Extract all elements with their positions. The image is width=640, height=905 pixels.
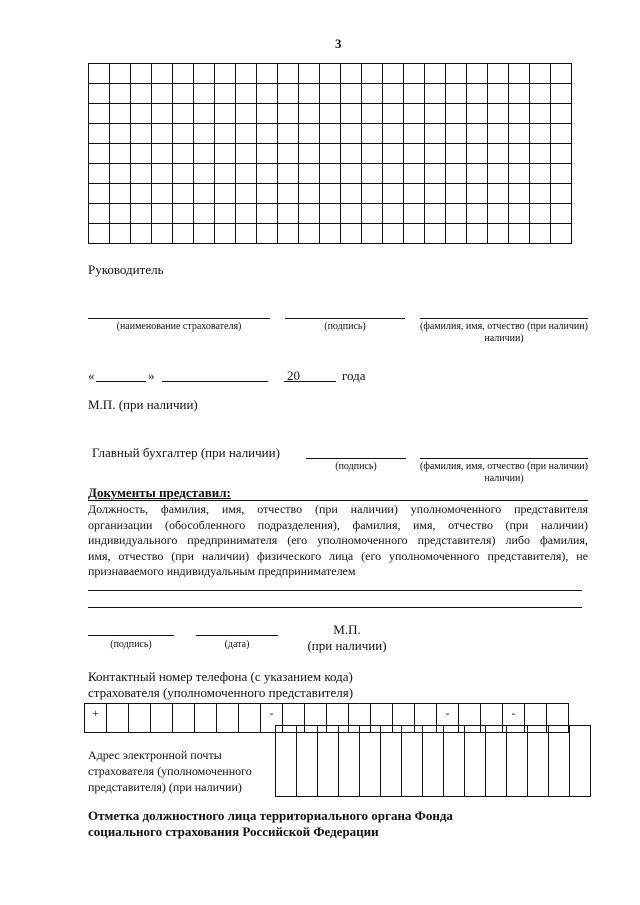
grid-cell[interactable] (278, 144, 299, 164)
caption-manager-fio: (фамилия, имя, отчество (при наличии) (420, 321, 588, 332)
date-day-line[interactable] (96, 381, 146, 382)
grid-cell[interactable] (236, 104, 257, 124)
grid-cell[interactable] (467, 104, 488, 124)
grid-cell[interactable] (509, 144, 530, 164)
grid-cell[interactable] (257, 104, 278, 124)
grid-cell[interactable] (194, 104, 215, 124)
caption-insurer-name: (наименование страхователя) (116, 321, 242, 332)
grid-cell[interactable] (215, 64, 236, 84)
grid-cell[interactable] (236, 144, 257, 164)
grid-cell[interactable] (488, 204, 509, 224)
date-close-quote: » (148, 368, 155, 383)
manager-label: Руководитель (88, 262, 164, 277)
grid-cell[interactable] (551, 64, 572, 84)
grid-cell[interactable] (110, 184, 131, 204)
grid-cell[interactable] (404, 204, 425, 224)
grid-cell[interactable] (173, 224, 194, 244)
grid-cell[interactable] (530, 84, 551, 104)
grid-row (89, 204, 572, 224)
grid-cell[interactable] (488, 144, 509, 164)
grid-row (89, 184, 572, 204)
caption-manager-fio-cont: наличии) (484, 333, 524, 344)
grid-cell[interactable] (299, 104, 320, 124)
grid-cell[interactable] (152, 184, 173, 204)
accountant-signature-line[interactable] (306, 458, 406, 459)
grid-cell[interactable] (341, 84, 362, 104)
phone-label-line1: Контактный номер телефона (с указанием кода) (88, 669, 353, 684)
grid-cell[interactable] (446, 224, 467, 244)
phone-cell[interactable] (107, 704, 129, 733)
grid-cell[interactable] (131, 184, 152, 204)
grid-cell[interactable] (89, 204, 110, 224)
documents-date-line[interactable] (196, 635, 278, 636)
email-cell[interactable] (549, 726, 570, 797)
stamp-label: М.П. (при наличии) (88, 397, 198, 412)
grid-cell[interactable] (215, 104, 236, 124)
grid-cell[interactable] (530, 164, 551, 184)
grid-cell[interactable] (530, 144, 551, 164)
grid-cell[interactable] (530, 104, 551, 124)
grid-cell[interactable] (425, 64, 446, 84)
grid-cell[interactable] (257, 164, 278, 184)
grid-row (89, 124, 572, 144)
grid-cell[interactable] (257, 224, 278, 244)
grid-cell[interactable] (320, 164, 341, 184)
grid-cell[interactable] (110, 204, 131, 224)
grid-cell[interactable] (152, 164, 173, 184)
grid-cell[interactable] (404, 84, 425, 104)
grid-cell[interactable] (131, 104, 152, 124)
grid-cell[interactable] (215, 84, 236, 104)
date-year-word: года (342, 368, 366, 383)
grid-cell[interactable] (425, 104, 446, 124)
email-cell[interactable] (360, 726, 381, 797)
grid-cell[interactable] (425, 124, 446, 144)
page-number: 3 (335, 36, 342, 51)
phone-cell[interactable] (173, 704, 195, 733)
grid-cell[interactable] (425, 204, 446, 224)
grid-cell[interactable] (236, 164, 257, 184)
grid-cell[interactable] (404, 144, 425, 164)
email-cell[interactable] (276, 726, 297, 797)
date-open-quote: « (88, 368, 95, 383)
grid-cell[interactable] (257, 64, 278, 84)
email-cell[interactable] (465, 726, 486, 797)
grid-cell[interactable] (446, 124, 467, 144)
grid-row (89, 224, 572, 244)
accountant-fio-line[interactable] (420, 458, 588, 459)
grid-cell[interactable] (131, 164, 152, 184)
grid-cell[interactable] (194, 124, 215, 144)
grid-cell[interactable] (341, 224, 362, 244)
grid-cell[interactable] (110, 224, 131, 244)
grid-cell[interactable] (278, 224, 299, 244)
grid-cell[interactable] (425, 164, 446, 184)
documents-description (88, 502, 588, 580)
grid-cell[interactable] (467, 184, 488, 204)
grid-cell[interactable] (110, 164, 131, 184)
grid-cell[interactable] (236, 224, 257, 244)
documents-stamp: М.П. (333, 622, 361, 637)
grid-cell[interactable] (236, 124, 257, 144)
grid-cell[interactable] (173, 104, 194, 124)
fss-note-line2: социального страхования Российской Федерации (88, 824, 379, 839)
grid-cell[interactable] (278, 104, 299, 124)
fss-note-line1: Отметка должностного лица территориального органа Фонда (88, 808, 453, 823)
grid-cell[interactable] (320, 104, 341, 124)
phone-cell[interactable] (239, 704, 261, 733)
documents-heading: Документы представил: (88, 485, 231, 500)
grid-cell[interactable] (152, 84, 173, 104)
grid-cell[interactable] (425, 144, 446, 164)
email-label (88, 747, 252, 795)
grid-cell[interactable] (341, 64, 362, 84)
grid-row (89, 84, 572, 104)
grid-cell[interactable] (488, 104, 509, 124)
grid-cell[interactable] (362, 224, 383, 244)
grid-cell[interactable] (383, 84, 404, 104)
grid-cell[interactable] (383, 224, 404, 244)
phone-cell[interactable] (151, 704, 173, 733)
representative-line-2[interactable] (88, 607, 582, 608)
grid-cell[interactable] (341, 184, 362, 204)
representative-line-1[interactable] (88, 590, 582, 591)
grid-cell[interactable] (110, 104, 131, 124)
grid-cell[interactable] (446, 184, 467, 204)
grid-cell[interactable] (467, 224, 488, 244)
caption-manager-signature: (подпись) (324, 321, 366, 332)
grid-cell[interactable] (194, 64, 215, 84)
grid-cell[interactable] (362, 184, 383, 204)
grid-cell[interactable] (152, 64, 173, 84)
email-row (276, 726, 591, 797)
grid-cell[interactable] (152, 124, 173, 144)
grid-cell[interactable] (215, 224, 236, 244)
grid-cell[interactable] (488, 164, 509, 184)
grid-cell[interactable] (446, 104, 467, 124)
phone-cell[interactable] (217, 704, 239, 733)
grid-cell[interactable] (509, 204, 530, 224)
grid-cell[interactable] (362, 104, 383, 124)
grid-cell[interactable] (152, 224, 173, 244)
documents-description-line: Должность, фамилия, имя, отчество (при наличии) уполномоченного представителя (88, 502, 588, 516)
grid-cell[interactable] (509, 124, 530, 144)
email-cell[interactable] (423, 726, 444, 797)
grid-cell[interactable] (299, 164, 320, 184)
grid-row (89, 64, 572, 84)
grid-cell[interactable] (194, 224, 215, 244)
grid-cell[interactable] (215, 144, 236, 164)
grid-cell[interactable] (509, 164, 530, 184)
grid-cell[interactable] (278, 124, 299, 144)
grid-cell[interactable] (131, 124, 152, 144)
grid-cell[interactable] (299, 64, 320, 84)
grid-cell[interactable] (152, 204, 173, 224)
grid-cell[interactable] (425, 84, 446, 104)
grid-cell[interactable] (383, 104, 404, 124)
grid-cell[interactable] (194, 184, 215, 204)
email-cell[interactable] (444, 726, 465, 797)
grid-cell[interactable] (152, 144, 173, 164)
grid-cell[interactable] (467, 124, 488, 144)
grid-cell[interactable] (89, 104, 110, 124)
grid-cell[interactable] (383, 124, 404, 144)
grid-cell[interactable] (404, 184, 425, 204)
grid-row (89, 164, 572, 184)
grid-cell[interactable] (194, 164, 215, 184)
email-cell[interactable] (507, 726, 528, 797)
grid-cell[interactable] (467, 144, 488, 164)
grid-cell[interactable] (278, 184, 299, 204)
grid-cell[interactable] (446, 84, 467, 104)
grid-cell[interactable] (446, 204, 467, 224)
grid-cell[interactable] (89, 224, 110, 244)
grid-cell[interactable] (362, 204, 383, 224)
grid-cell[interactable] (467, 84, 488, 104)
documents-description-line: индивидуального предпринимателя (его уполномоченного представителя) либо фамилия, (88, 533, 588, 547)
grid-cell[interactable] (404, 224, 425, 244)
grid-cell[interactable] (278, 164, 299, 184)
email-cell[interactable] (339, 726, 360, 797)
grid-cell[interactable] (530, 204, 551, 224)
date-month-line[interactable] (162, 381, 268, 382)
grid-cell[interactable] (530, 184, 551, 204)
email-cell[interactable] (402, 726, 423, 797)
grid-cell[interactable] (404, 124, 425, 144)
grid-cell[interactable] (404, 104, 425, 124)
grid-cell[interactable] (236, 204, 257, 224)
grid-cell[interactable] (320, 84, 341, 104)
grid-cell[interactable] (257, 84, 278, 104)
grid-cell[interactable] (383, 184, 404, 204)
grid-cell[interactable] (89, 184, 110, 204)
grid-cell[interactable] (131, 84, 152, 104)
grid-cell[interactable] (278, 64, 299, 84)
grid-cell[interactable] (404, 64, 425, 84)
grid-cell[interactable] (320, 124, 341, 144)
grid-cell[interactable] (467, 164, 488, 184)
grid-cell[interactable] (110, 64, 131, 84)
date-year-line[interactable] (284, 381, 336, 382)
phone-cell[interactable] (129, 704, 151, 733)
date-century: 20 (287, 368, 300, 383)
documents-description-line: имя, отчество (при наличии) физического лица (его уполномоченного представителя), не (88, 548, 588, 563)
grid-cell[interactable] (488, 84, 509, 104)
grid-cell[interactable] (320, 204, 341, 224)
grid-cell[interactable] (194, 84, 215, 104)
grid-cell[interactable] (551, 144, 572, 164)
data-grid[interactable] (88, 63, 572, 244)
email-label-line: страхователя (уполномоченного (88, 764, 252, 778)
documents-description-line: организации (обособленного подразделения), фамилия, имя, отчество (при наличии) (88, 517, 588, 532)
phone-cell-text: - (511, 706, 516, 720)
email-cell[interactable] (486, 726, 507, 797)
grid-row (89, 144, 572, 164)
grid-cell[interactable] (89, 84, 110, 104)
grid-cell[interactable] (152, 104, 173, 124)
grid-cell[interactable] (89, 124, 110, 144)
grid-cell[interactable] (383, 144, 404, 164)
phone-cell-text: - (269, 706, 274, 720)
grid-cell[interactable] (446, 144, 467, 164)
grid-cell[interactable] (257, 204, 278, 224)
email-label-line: представителя) (при наличии) (88, 780, 242, 794)
grid-cell[interactable] (362, 144, 383, 164)
grid-cell[interactable] (320, 64, 341, 84)
grid-cell[interactable] (488, 184, 509, 204)
grid-cell[interactable] (110, 144, 131, 164)
email-cell[interactable] (318, 726, 339, 797)
manager-fio-line[interactable] (420, 318, 588, 319)
grid-cell[interactable] (257, 184, 278, 204)
grid-cell[interactable] (509, 64, 530, 84)
caption-accountant-fio-cont: наличии) (484, 473, 524, 484)
grid-cell[interactable] (110, 124, 131, 144)
grid-cell[interactable] (236, 64, 257, 84)
grid-cell[interactable] (131, 64, 152, 84)
grid-cell[interactable] (110, 84, 131, 104)
email-cell[interactable] (381, 726, 402, 797)
grid-cell[interactable] (257, 124, 278, 144)
grid-cell[interactable] (530, 224, 551, 244)
grid-cell[interactable] (299, 184, 320, 204)
grid-cell[interactable] (299, 124, 320, 144)
grid-cell[interactable] (278, 204, 299, 224)
grid-cell[interactable] (194, 144, 215, 164)
grid-cell[interactable] (173, 184, 194, 204)
grid-cell[interactable] (341, 204, 362, 224)
documents-stamp-caption: (при наличии) (307, 638, 387, 653)
grid-cell[interactable] (173, 164, 194, 184)
grid-cell[interactable] (299, 84, 320, 104)
email-cell[interactable] (570, 726, 591, 797)
grid-cell[interactable] (551, 124, 572, 144)
email-cell[interactable] (297, 726, 318, 797)
email-cell[interactable] (528, 726, 549, 797)
grid-cell[interactable] (509, 184, 530, 204)
grid-cell[interactable] (257, 144, 278, 164)
grid-cell[interactable] (320, 184, 341, 204)
phone-cell[interactable] (85, 704, 107, 733)
grid-cell[interactable] (509, 84, 530, 104)
grid-cell[interactable] (551, 84, 572, 104)
grid-cell[interactable] (299, 204, 320, 224)
grid-cell[interactable] (236, 184, 257, 204)
grid-cell[interactable] (89, 144, 110, 164)
email-grid[interactable] (275, 725, 591, 797)
grid-cell[interactable] (383, 204, 404, 224)
grid-cell[interactable] (215, 204, 236, 224)
grid-cell[interactable] (446, 64, 467, 84)
grid-cell[interactable] (236, 84, 257, 104)
grid-cell[interactable] (362, 84, 383, 104)
phone-cell[interactable] (195, 704, 217, 733)
grid-cell[interactable] (173, 144, 194, 164)
grid-cell[interactable] (194, 204, 215, 224)
documents-description-line: признаваемого индивидуальным предпринимателем (88, 564, 356, 578)
documents-heading-rule (88, 500, 588, 501)
manager-signature-line[interactable] (285, 318, 405, 319)
grid-cell[interactable] (488, 224, 509, 244)
grid-cell[interactable] (551, 204, 572, 224)
grid-cell[interactable] (446, 164, 467, 184)
grid-cell[interactable] (173, 204, 194, 224)
grid-cell[interactable] (362, 124, 383, 144)
grid-cell[interactable] (131, 204, 152, 224)
grid-cell[interactable] (551, 164, 572, 184)
grid-cell[interactable] (551, 184, 572, 204)
grid-cell[interactable] (530, 124, 551, 144)
grid-cell[interactable] (215, 164, 236, 184)
email-label-line: Адрес электронной почты (88, 748, 222, 762)
grid-cell[interactable] (89, 164, 110, 184)
grid-cell[interactable] (404, 164, 425, 184)
grid-cell[interactable] (341, 104, 362, 124)
caption-documents-date: (дата) (224, 639, 250, 650)
grid-cell[interactable] (173, 84, 194, 104)
grid-cell[interactable] (383, 64, 404, 84)
grid-cell[interactable] (530, 64, 551, 84)
phone-cell-text: + (92, 706, 99, 720)
grid-cell[interactable] (173, 124, 194, 144)
grid-cell[interactable] (488, 124, 509, 144)
grid-cell[interactable] (467, 204, 488, 224)
grid-cell[interactable] (173, 64, 194, 84)
grid-cell[interactable] (278, 84, 299, 104)
grid-cell[interactable] (131, 144, 152, 164)
grid-cell[interactable] (488, 64, 509, 84)
grid-cell[interactable] (509, 224, 530, 244)
grid-cell[interactable] (362, 164, 383, 184)
grid-cell[interactable] (341, 144, 362, 164)
phone-cell-text: - (445, 706, 450, 720)
manager-name-line[interactable] (88, 318, 270, 319)
grid-cell[interactable] (215, 184, 236, 204)
grid-cell[interactable] (383, 164, 404, 184)
grid-cell[interactable] (131, 224, 152, 244)
grid-cell[interactable] (341, 124, 362, 144)
caption-documents-signature: (подпись) (110, 639, 152, 650)
grid-cell[interactable] (551, 104, 572, 124)
grid-cell[interactable] (509, 104, 530, 124)
grid-row (89, 104, 572, 124)
grid-cell[interactable] (425, 224, 446, 244)
grid-cell[interactable] (467, 64, 488, 84)
phone-label-line2: страхователя (уполномоченного представителя) (88, 685, 354, 700)
grid-cell[interactable] (320, 224, 341, 244)
grid-cell[interactable] (341, 164, 362, 184)
grid-cell[interactable] (299, 144, 320, 164)
grid-cell[interactable] (215, 124, 236, 144)
grid-cell[interactable] (89, 64, 110, 84)
grid-cell[interactable] (299, 224, 320, 244)
caption-accountant-signature: (подпись) (335, 461, 377, 472)
documents-signature-line[interactable] (88, 635, 174, 636)
grid-cell[interactable] (425, 184, 446, 204)
grid-cell[interactable] (362, 64, 383, 84)
grid-cell[interactable] (551, 224, 572, 244)
grid-cell[interactable] (320, 144, 341, 164)
accountant-label: Главный бухгалтер (при наличии) (92, 445, 280, 460)
caption-accountant-fio: (фамилия, имя, отчество (при наличии) (420, 461, 588, 472)
